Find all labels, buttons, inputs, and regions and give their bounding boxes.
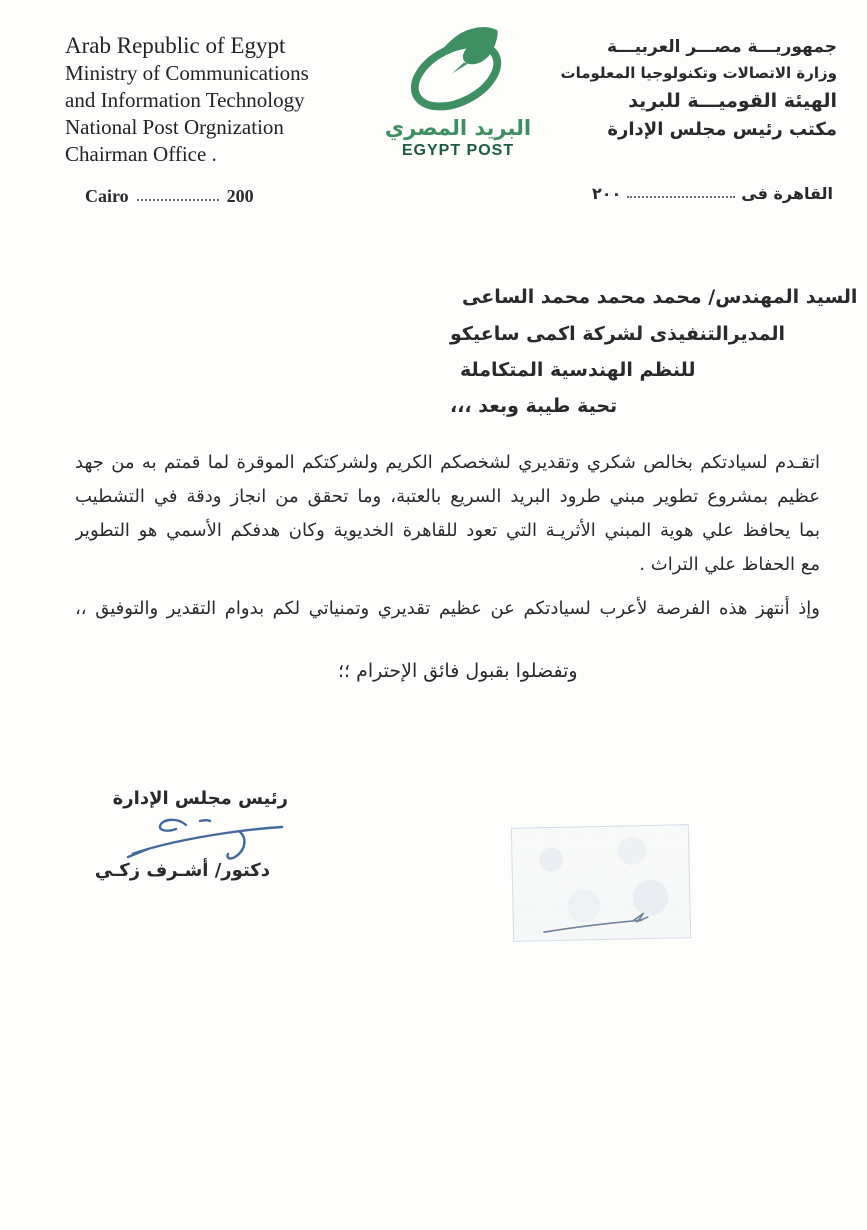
- addressee-title: المديرالتنفيذى لشركة اكمى ساعيكو: [450, 323, 786, 345]
- salutation: تحية طيبة وبعد ،،،: [450, 395, 618, 417]
- body-paragraph-1: [75, 446, 820, 582]
- addressee-name: السيد المهندس/ محمد محمد محمد الساعى: [462, 286, 858, 308]
- body-line: مع الحفاظ علي التراث .: [639, 554, 820, 575]
- org-line: Ministry of Communications: [65, 61, 309, 85]
- signer-name: دكتور/ أشـرف زكـي: [94, 860, 270, 881]
- addressee-company: للنظم الهندسية المتكاملة: [460, 359, 696, 381]
- org-line: and Information Technology: [65, 88, 305, 112]
- city-label: Cairo: [85, 186, 129, 206]
- org-line: Arab Republic of Egypt: [65, 33, 286, 58]
- signature-ink-icon: [120, 812, 290, 864]
- logo-english-name: EGYPT POST: [401, 142, 515, 159]
- body-paragraph-2: [75, 592, 820, 626]
- egypt-post-bird-swoosh-icon: [399, 24, 517, 118]
- logo-arabic-name: البريد المصري: [384, 116, 532, 140]
- stamp: [511, 824, 691, 942]
- date-dotted-rule: [627, 196, 735, 198]
- signer-title: رئيس مجلس الإدارة: [112, 788, 288, 809]
- year-value-ar: ٢٠٠: [591, 184, 622, 203]
- body-line: عظيم بمشروع تطوير مبني طرود البريد السريع بالعتبة، وما تحقق من انجاز ودقة في التشطيب: [75, 486, 820, 507]
- letterhead-english: [65, 32, 365, 168]
- egypt-post-logo: [383, 24, 533, 160]
- stamp-pen-mark-icon: [537, 904, 668, 939]
- org-line-ar: وزارة الاتصالات وتكنولوجيا المعلومات: [560, 64, 837, 82]
- body-line: بما يحافظ علي هوية المبني الأثريـة التي تعود للقاهرة الخديوية وكان هدفكم الأسمي هو التطوير: [75, 520, 820, 541]
- date-line-arabic: [592, 184, 833, 203]
- org-line: Chairman Office .: [65, 142, 217, 166]
- date-dotted-rule: [137, 199, 219, 201]
- org-line-ar: مكتب رئيس مجلس الإدارة: [607, 119, 837, 140]
- year-value: 200: [226, 186, 254, 206]
- letterhead-arabic: [517, 34, 837, 144]
- org-line-ar: الهيئة القوميـــة للبريد: [628, 90, 837, 112]
- org-line: National Post Orgnization: [65, 115, 284, 139]
- org-line-ar: جمهوريـــة مصـــر العربيـــة: [606, 37, 837, 57]
- body-line: وإذ أنتهز هذه الفرصة لأعرب لسيادتكم عن عظيم تقديري وتمنياتي لكم بدوام التقدير والتوفيق ،،: [75, 598, 820, 619]
- city-label-ar: القاهرة فى: [741, 184, 833, 203]
- body-line: اتقـدم لسيادتكم بخالص شكري وتقديري لشخصكم الكريم ولشركتكم الموقرة لما قمتم به من جهد: [75, 452, 820, 473]
- date-line-english: [85, 186, 254, 207]
- closing-line: وتفضلوا بقبول فائق الإحترام ؛؛: [338, 660, 578, 682]
